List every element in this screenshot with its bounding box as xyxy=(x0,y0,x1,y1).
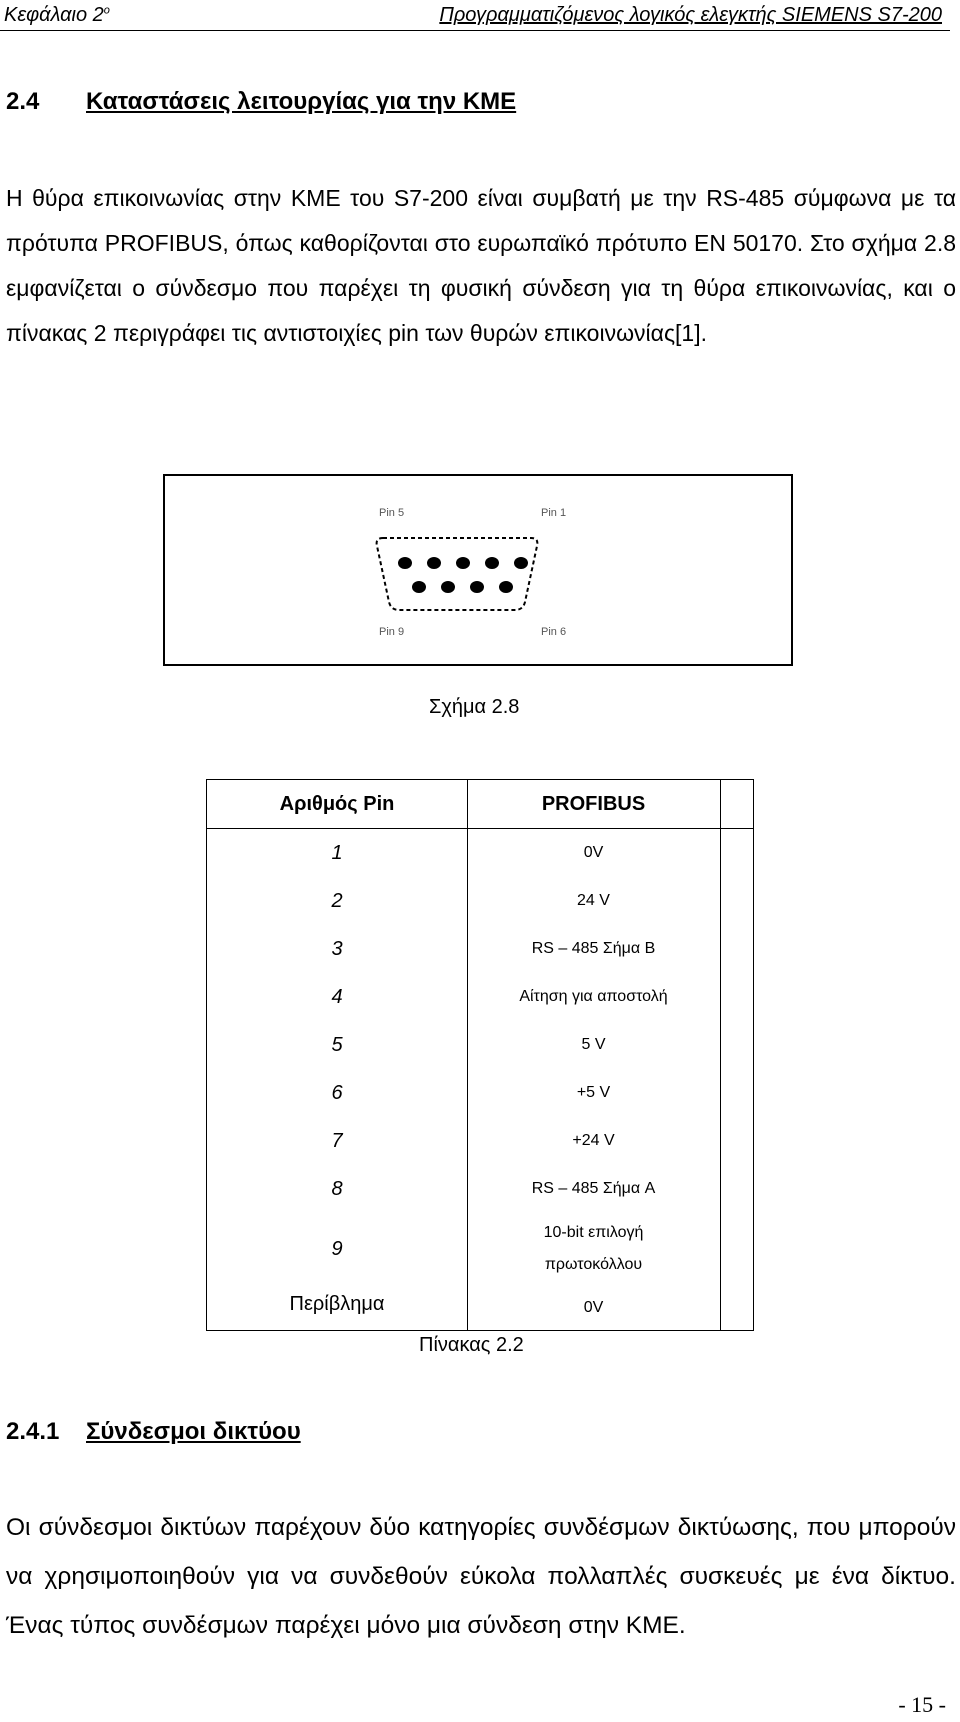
table-row xyxy=(207,1117,753,1165)
table-row xyxy=(207,1285,753,1331)
pin-signal: 0V xyxy=(583,844,604,861)
pin-signal: 5 V xyxy=(581,1036,606,1053)
table-row xyxy=(207,829,753,877)
pin-dot xyxy=(456,557,470,569)
pin-dot xyxy=(470,581,484,593)
header-profibus: PROFIBUS xyxy=(541,792,646,815)
pin5-label: Pin 5 xyxy=(379,507,405,519)
pin1-label: Pin 1 xyxy=(541,507,567,519)
section-title: Καταστάσεις λειτουργίας για την ΚΜΕ xyxy=(86,88,517,115)
pin-dot xyxy=(441,581,455,593)
document-title: Προγραμματιζόμενος λογικός ελεγκτής SIEMENS S7-200 xyxy=(439,4,942,26)
pin-dot xyxy=(427,557,441,569)
header-pin-number: Αριθμός Pin xyxy=(279,792,395,815)
pin-number: 9 xyxy=(331,1237,343,1260)
pin-table xyxy=(206,779,754,1331)
pin9-label: Pin 9 xyxy=(379,626,405,638)
chapter-label: Κεφάλαιο $2^o$ xyxy=(4,4,110,26)
pin-number: 4 xyxy=(331,985,343,1008)
network-paragraph: Οι σύνδεσμοι δικτύων παρέχουν δύο κατηγορίες συνδέσμων δικτύωσης, που μπορούν να χρησιμοποιηθούν για να συνδεθούν εύκολα πολλαπλές συσκευές με ένα δίκτυο. Ένας τύπος συνδέσμων παρέχει μόνο μια σύνδεση στην ΚΜΕ. xyxy=(6,1514,956,1639)
pin-dots xyxy=(398,557,528,593)
pin-signal: +24 V xyxy=(572,1132,615,1149)
connector-shell xyxy=(377,538,538,610)
connector-diagram xyxy=(165,476,791,664)
pin-signal: 10-bit επιλογή πρωτοκόλλου xyxy=(543,1224,644,1273)
pin-signal: 0V xyxy=(583,1299,604,1316)
pin-dot xyxy=(499,581,513,593)
table-row xyxy=(207,1021,753,1069)
pin-signal: RS – 485 Σήμα A xyxy=(531,1180,656,1197)
pin-signal: 24 V xyxy=(577,892,610,909)
pin-dot xyxy=(514,557,528,569)
pin-signal: Αίτηση για αποστολή xyxy=(519,988,668,1005)
pin-number: 6 xyxy=(331,1081,343,1104)
section-number: 2.4 xyxy=(6,88,40,115)
pin-dot xyxy=(398,557,412,569)
pin-number: 1 xyxy=(331,841,343,864)
subsection-heading xyxy=(6,1418,301,1446)
intro-paragraph: Η θύρα επικοινωνίας στην ΚΜΕ του S7-200 είναι συμβατή με την RS-485 σύμφωνα με τα πρότυπα PROFIBUS, όπως καθορίζονται στο ευρωπαϊκό πρότυπο EN 50170. Στο σχήμα 2.8 εμφανίζεται ο σύνδεσμο που παρέχει τη φυσική σύνδεση για τη θύρα επικοινωνίας, και ο πίνακας 2 περιγράφει τις αντιστοιχίες pin των θυρών επικοινωνίας[1]. xyxy=(6,185,956,346)
pin-number: 2 xyxy=(331,889,343,912)
pin-number: Περίβλημα xyxy=(289,1293,385,1315)
table-row xyxy=(207,1069,753,1117)
table-header-row xyxy=(207,780,753,829)
subsection-title: Σύνδεσμοι δικτύου xyxy=(86,1418,301,1445)
table-row xyxy=(207,973,753,1021)
figure-caption: Σχήμα 2.8 xyxy=(429,696,520,718)
pin-signal: +5 V xyxy=(576,1084,611,1101)
table-row xyxy=(207,925,753,973)
page-header xyxy=(0,0,950,31)
pin-dot xyxy=(412,581,426,593)
pin-dot xyxy=(485,557,499,569)
page-number: - 15 - xyxy=(898,1692,946,1717)
pin-number: 8 xyxy=(331,1177,343,1200)
table-row xyxy=(207,877,753,925)
pin-number: 7 xyxy=(331,1129,343,1152)
table-row xyxy=(207,1213,753,1285)
connector-figure xyxy=(163,474,793,666)
table-row xyxy=(207,1165,753,1213)
table-caption: Πίνακας 2.2 xyxy=(419,1334,524,1356)
pin-number: 3 xyxy=(331,937,343,960)
pin-signal: RS – 485 Σήμα B xyxy=(531,940,656,957)
subsection-number: 2.4.1 xyxy=(6,1418,60,1445)
pin-number: 5 xyxy=(331,1033,343,1056)
pin6-label: Pin 6 xyxy=(541,626,567,638)
section-heading xyxy=(6,88,516,116)
